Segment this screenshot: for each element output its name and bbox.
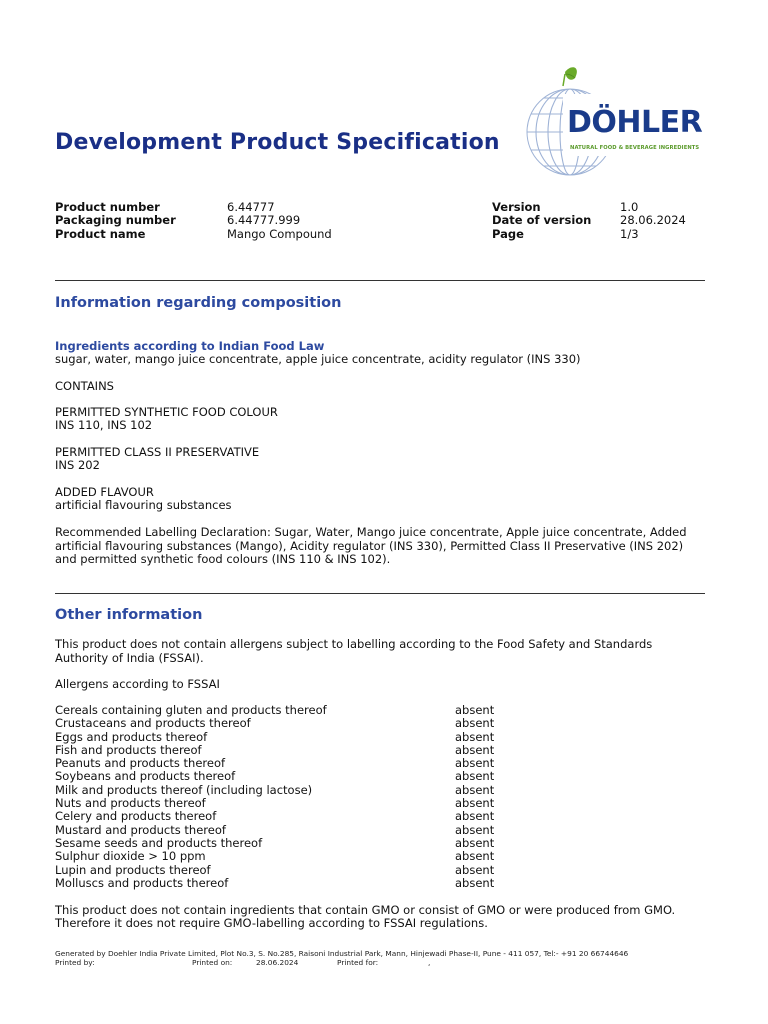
labelling-line-1: Recommended Labelling Declaration: Sugar, Water, Mango juice concentrate, Apple juice concentrate, Added: [55, 525, 687, 539]
preservative-heading: PERMITTED CLASS II PRESERVATIVE: [55, 445, 260, 459]
packaging-number-row: [55, 214, 332, 227]
colour-value: INS 110, INS 102: [55, 418, 153, 432]
other-section-title: Other information: [55, 607, 203, 623]
table-row: [55, 864, 705, 877]
footer-printed-for-label: Printed for:: [337, 958, 379, 967]
table-row: [55, 837, 705, 850]
version-row: [492, 201, 686, 214]
footer-generated-by: Generated by Doehler India Private Limited, Plot No.3, S. No.285, Raisoni Industrial Park, Mann, Hinjewadi Phase-II, Pune - 411 057, Tel:- +91 20 66744646: [55, 949, 629, 958]
allergen-table: [55, 704, 705, 890]
table-row: [55, 770, 705, 783]
table-row: [55, 784, 705, 797]
allergens-heading: Allergens according to FSSAI: [55, 677, 220, 691]
table-row: [55, 850, 705, 863]
packaging-number-value: 6.44777.999: [227, 213, 301, 228]
table-row: [55, 717, 705, 730]
table-row: [55, 877, 705, 890]
allergen-status: absent: [455, 849, 495, 864]
date-of-version-row: [492, 214, 686, 227]
allergen-status: absent: [455, 822, 495, 837]
table-row: [55, 810, 705, 823]
allergen-name: Cereals containing gluten and products thereof: [55, 703, 327, 717]
allergen-name: Molluscs and products thereof: [55, 875, 229, 890]
allergen-status: absent: [455, 703, 495, 717]
logo-tagline: NATURAL FOOD & BEVERAGE INGREDIENTS: [570, 145, 700, 151]
doehler-logo: [525, 64, 705, 178]
footer-printed-on-value: 28.06.2024: [256, 958, 299, 967]
allergen-status: absent: [455, 835, 495, 850]
contains-text: CONTAINS: [55, 379, 114, 393]
allergen-name: Peanuts and products thereof: [55, 756, 226, 771]
table-row: [55, 731, 705, 744]
allergen-name: Mustard and products thereof: [55, 822, 226, 837]
allergen-status: absent: [455, 742, 495, 757]
divider-middle: [55, 593, 705, 594]
footer-printed-by-label: Printed by:: [55, 958, 95, 967]
composition-section-title: Information regarding composition: [55, 295, 342, 311]
gmo-line-1: This product does not contain ingredients that contain GMO or consist of GMO or were produced from GMO.: [55, 903, 676, 917]
table-row: [55, 797, 705, 810]
allergen-status: absent: [455, 782, 495, 797]
footer-printed-on-label: Printed on:: [192, 958, 233, 967]
allergen-name: Celery and products thereof: [55, 809, 217, 824]
allergen-name: Sesame seeds and products thereof: [55, 835, 263, 850]
flavour-heading: ADDED FLAVOUR: [55, 485, 154, 499]
allergen-name: Eggs and products thereof: [55, 729, 208, 744]
allergen-status: absent: [455, 716, 495, 731]
product-number-row: [55, 201, 332, 214]
table-row: [55, 704, 705, 717]
product-number-label: Product number: [55, 200, 160, 214]
allergen-name: Milk and products thereof (including lactose): [55, 782, 313, 797]
logo-brand: DÖHLER: [567, 105, 703, 140]
allergen-status: absent: [455, 769, 495, 784]
allergen-status: absent: [455, 875, 495, 890]
allergen-name: Nuts and products thereof: [55, 796, 206, 811]
allergen-statement-line-2: Authority of India (FSSAI).: [55, 651, 204, 665]
product-info-right: [492, 201, 686, 241]
divider-top: [55, 280, 705, 281]
version-label: Version: [492, 200, 541, 214]
table-row: [55, 744, 705, 757]
product-number-value: 6.44777: [227, 200, 275, 214]
date-of-version-value: 28.06.2024: [620, 213, 686, 228]
allergen-name: Soybeans and products thereof: [55, 769, 236, 784]
page-title: Development Product Specification: [55, 130, 500, 155]
table-row: [55, 757, 705, 770]
gmo-line-2: Therefore it does not require GMO-labelling according to FSSAI regulations.: [55, 916, 488, 930]
labelling-line-3: and permitted synthetic food colours (INS 110 & INS 102).: [55, 552, 391, 566]
page-row: [492, 228, 686, 241]
allergen-status: absent: [455, 796, 495, 811]
allergen-name: Fish and products thereof: [55, 742, 202, 757]
page-value: 1/3: [620, 226, 639, 241]
allergen-status: absent: [455, 729, 495, 744]
allergen-status: absent: [455, 809, 495, 824]
product-name-value: Mango Compound: [227, 226, 332, 241]
product-info-left: [55, 201, 332, 241]
preservative-value: INS 202: [55, 458, 100, 472]
ingredients-text: sugar, water, mango juice concentrate, apple juice concentrate, acidity regulator (INS 330): [55, 352, 581, 366]
product-name-label: Product name: [55, 226, 146, 241]
ingredients-heading: Ingredients according to Indian Food Law: [55, 339, 325, 353]
allergen-status: absent: [455, 756, 495, 771]
allergen-statement-line-1: This product does not contain allergens subject to labelling according to the Food Safety and Standards: [55, 637, 653, 651]
allergen-name: Crustaceans and products thereof: [55, 716, 251, 731]
allergen-status: absent: [455, 862, 495, 877]
product-name-row: [55, 228, 332, 241]
colour-heading: PERMITTED SYNTHETIC FOOD COLOUR: [55, 405, 278, 419]
date-of-version-label: Date of version: [492, 213, 592, 228]
packaging-number-label: Packaging number: [55, 213, 176, 228]
footer-printed-for-value: ,: [428, 958, 431, 967]
labelling-line-2: artificial flavouring substances (Mango), Acidity regulator (INS 330), Permitted Class II Preservative (INS 202): [55, 539, 684, 553]
allergen-name: Sulphur dioxide > 10 ppm: [55, 849, 206, 864]
version-value: 1.0: [620, 200, 639, 214]
table-row: [55, 824, 705, 837]
allergen-name: Lupin and products thereof: [55, 862, 211, 877]
page-label: Page: [492, 226, 524, 241]
flavour-value: artificial flavouring substances: [55, 498, 232, 512]
